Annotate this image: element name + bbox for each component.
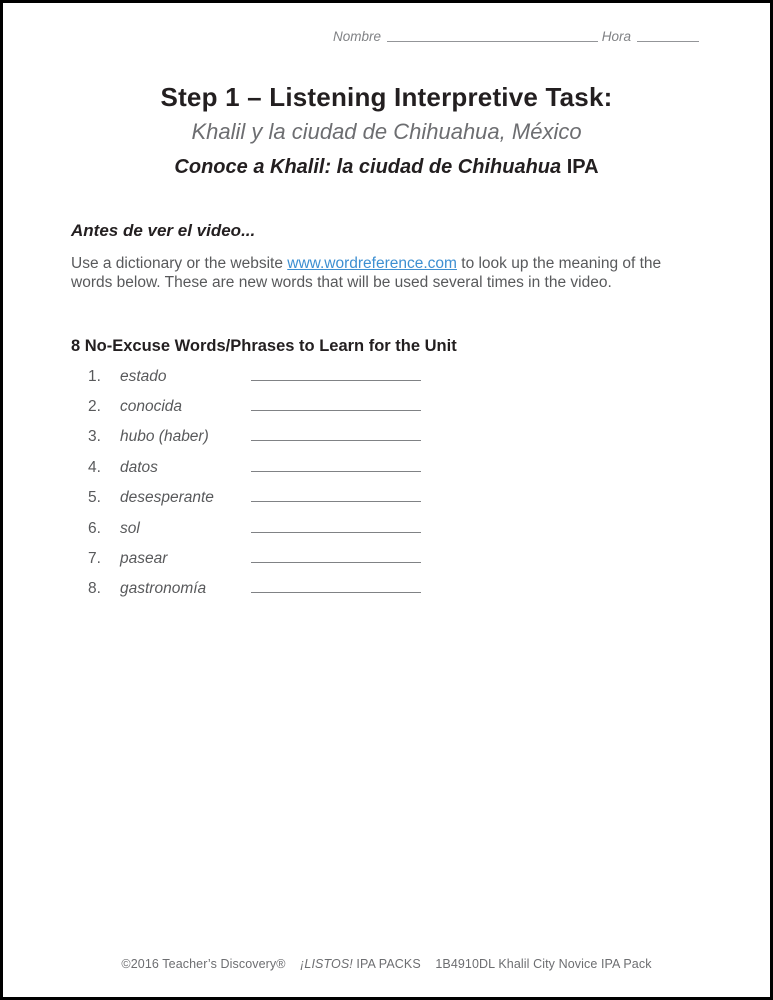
ipa-title: [3, 156, 770, 179]
vocab-row: [88, 392, 702, 422]
vocab-item-number: 1.: [88, 367, 101, 385]
hora-label: Hora: [601, 29, 631, 44]
answer-blank-line: [251, 380, 421, 381]
instructions-text-before-link: Use a dictionary or the website: [71, 254, 288, 272]
vocab-item-word: hubo (haber): [120, 428, 209, 446]
vocab-item-word: estado: [120, 367, 167, 385]
ipa-title-italic-part: Conoce a Khalil: la ciudad de Chihuahua: [174, 155, 562, 178]
vocab-row: [88, 483, 702, 513]
wordreference-link[interactable]: www.wordreference.com: [287, 254, 457, 272]
vocab-row: [88, 453, 702, 483]
vocab-item-number: 8.: [88, 580, 101, 598]
vocab-row: [88, 574, 702, 604]
vocab-item-number: 6.: [88, 519, 101, 537]
vocab-item-word: datos: [120, 458, 158, 476]
answer-blank-line: [251, 592, 421, 593]
answer-blank-line: [251, 471, 421, 472]
vocab-item-number: 4.: [88, 458, 101, 476]
vocab-heading: 8 No-Excuse Words/Phrases to Learn for the Unit: [71, 336, 457, 355]
vocab-item-number: 7.: [88, 549, 101, 567]
content-area: [3, 221, 770, 605]
footer-copyright: ©2016 Teacher’s Discovery®: [121, 957, 286, 971]
nombre-blank-line: [387, 41, 598, 42]
footer-brand-italic: ¡LISTOS!: [300, 957, 353, 971]
vocab-row: [88, 422, 702, 452]
answer-blank-line: [251, 532, 421, 533]
section-heading-antes: Antes de ver el video...: [71, 220, 256, 240]
title-block: [3, 83, 770, 179]
instructions-paragraph: [71, 254, 702, 293]
footer-brand-rest: IPA PACKS: [352, 957, 421, 971]
answer-blank-line: [251, 440, 421, 441]
vocab-item-word: desesperante: [120, 489, 214, 507]
nombre-label: Nombre: [333, 29, 382, 44]
vocab-item-word: conocida: [120, 397, 183, 415]
answer-blank-line: [251, 562, 421, 563]
instructions-text-after-link: to look up the meaning of the words below. These are new words that will be used several times in the video.: [71, 254, 662, 292]
vocab-row: [88, 362, 702, 392]
vocab-item-number: 5.: [88, 489, 101, 507]
vocab-item-word: sol: [120, 519, 140, 537]
vocab-item-number: 2.: [88, 397, 101, 415]
page-subtitle: Khalil y la ciudad de Chihuahua, México: [191, 118, 582, 144]
page-title: Step 1 – Listening Interpretive Task:: [160, 82, 613, 112]
footer-product-code: 1B4910DL Khalil City Novice IPA Pack: [435, 957, 652, 971]
answer-blank-line: [251, 410, 421, 411]
hora-blank-line: [637, 41, 699, 42]
vocab-item-number: 3.: [88, 428, 101, 446]
vocab-item-word: pasear: [120, 549, 168, 567]
footer-brand: [300, 957, 421, 971]
vocab-row: [88, 544, 702, 574]
page-footer: [3, 957, 770, 971]
answer-blank-line: [251, 501, 421, 502]
ipa-title-suffix: IPA: [561, 155, 599, 178]
name-hora-header: [333, 29, 699, 44]
vocab-row: [88, 514, 702, 544]
vocab-list: [71, 362, 702, 605]
vocab-item-word: gastronomía: [120, 580, 207, 598]
